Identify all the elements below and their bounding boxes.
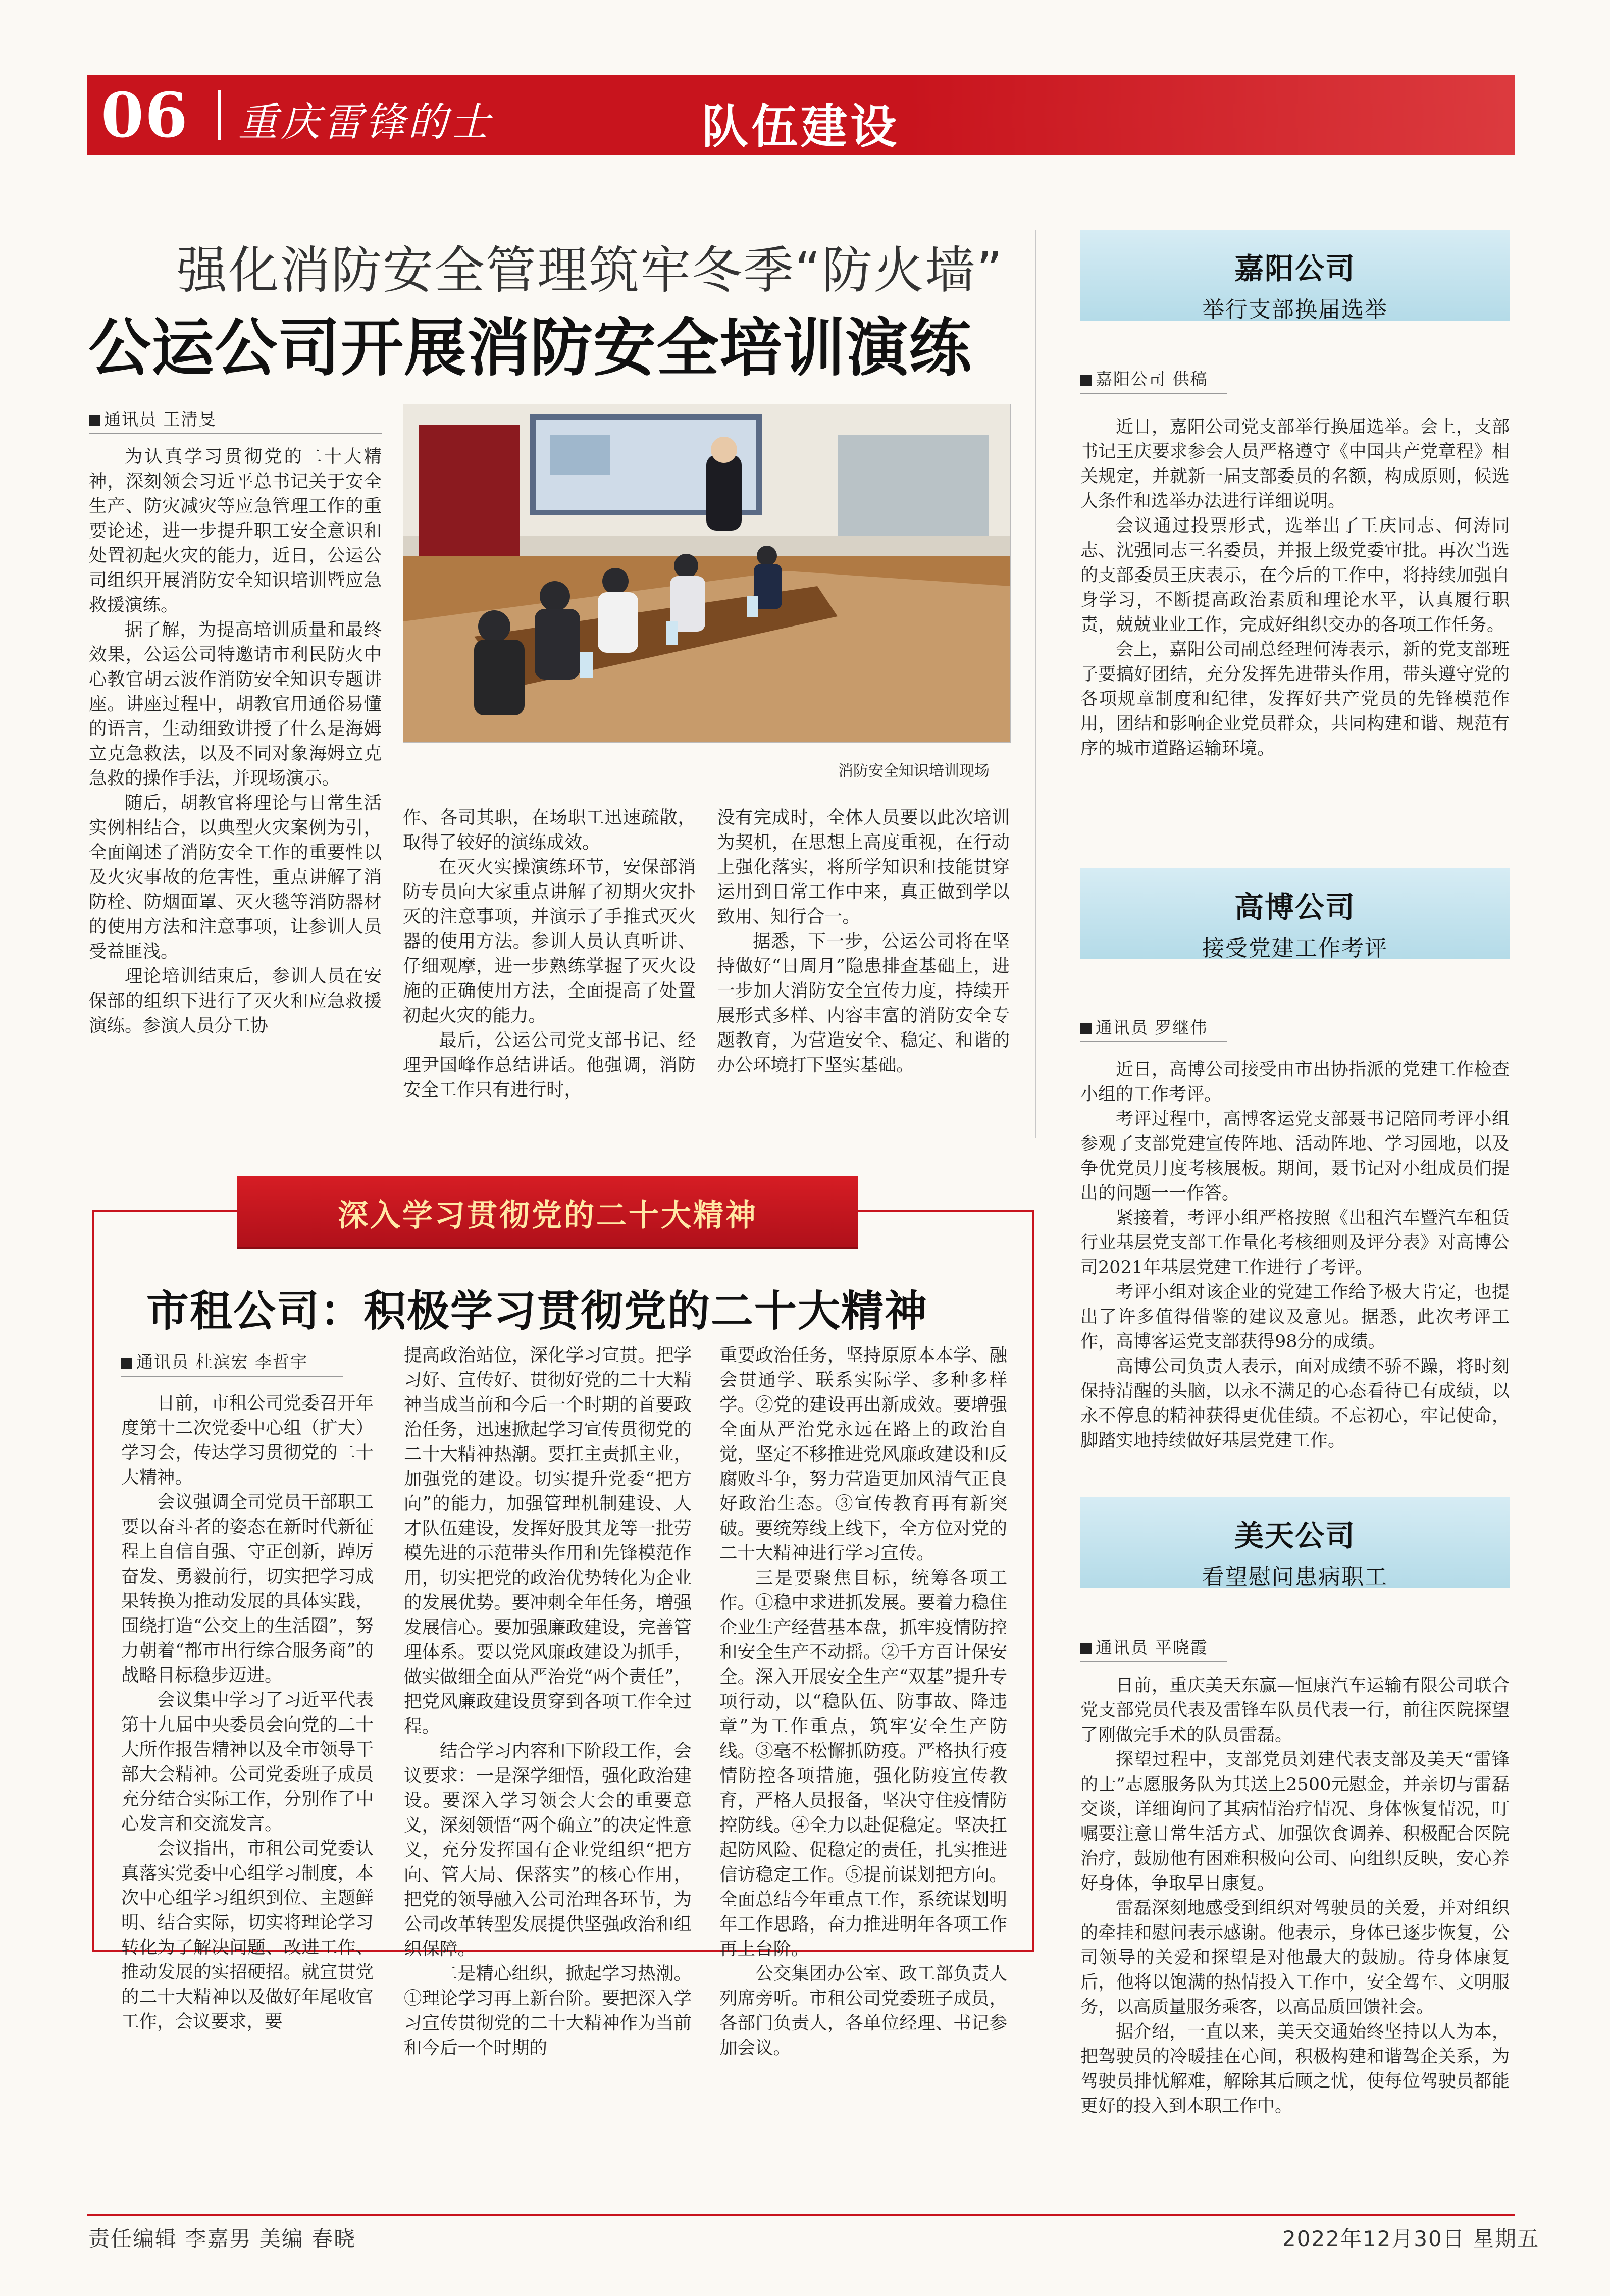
paragraph: 在灭火实操演练环节，安保部消防专员向大家重点讲解了初期火灾扑灭的注意事项，并演示了手推式灭火器的使用方法。参训人员认真听讲、仔细观摩，进一步熟练掌握了灭火设施的正确使用方法，全面提高了处置初起火灾的能力。 <box>403 857 696 1026</box>
paragraph: 理论培训结束后，参训人员在安保部的组织下进行了灭火和应急救援演练。参演人员分工协 <box>89 966 382 1036</box>
feature-column-1 <box>121 1391 374 2034</box>
side-article-gaobo <box>1080 1058 1510 1453</box>
side-article-meitian <box>1080 1674 1510 2119</box>
paragraph: 考评小组对该企业的党建工作给予极大肯定，也提出了许多值得借鉴的建议及意见。据悉，此次考评工作，高博客运党支部获得98分的成绩。 <box>1080 1282 1510 1352</box>
side-company: 美天公司 <box>1234 1519 1356 1553</box>
page-header <box>87 75 1515 155</box>
training-photo <box>403 404 1011 743</box>
paragraph: 二是精心组织，掀起学习热潮。①理论学习再上新台阶。要把深入学习宣传贯彻党的二十大精神作为当前和今后一个时期的 <box>404 1963 692 2058</box>
paragraph: 日前，重庆美天东赢—恒康汽车运输有限公司联合党支部党员代表及雷锋车队员代表一行，前往医院探望了刚做完手术的队员雷磊。 <box>1080 1676 1510 1745</box>
side-byline: 通讯员 平晓霞 <box>1080 1635 1227 1662</box>
side-company: 嘉阳公司 <box>1234 251 1356 286</box>
paragraph: 会议指出，市租公司党委认真落实党委中心组学习制度，本次中心组学习组织到位、主题鲜明、结合实际，切实将理论学习转化为了解决问题、改进工作、推动发展的实招硬招。就宣贯党的二十大精神以及做好年尾收官工作，会议要求，要 <box>121 1838 374 2032</box>
side-article-jiayang <box>1080 415 1510 761</box>
feature-column-2 <box>404 1343 692 2060</box>
footer-editors: 责任编辑 李嘉男 美编 春晓 <box>88 2226 356 2251</box>
side-byline: 通讯员 罗继伟 <box>1080 1015 1227 1042</box>
paragraph: 提高政治站位，深化学习宣贯。把学习好、宣传好、贯彻好党的二十大精神当成当前和今后一个时期的首要政治任务，迅速掀起学习宣传贯彻党的二十大精神热潮。要扛主责抓主业，加强党的建设。切实提升党委“把方向”的能力，加强管理机制建设、人才队伍建设，发挥好股其龙等一批劳模先进的示范带头作用和先锋模范作用，切实把党的政治优势转化为企业的发展优势。要冲刺全年任务，增强发展信心。要加强廉政建设，完善管理体系。要以党风廉政建设为抓手，做实做细全面从严治党“两个责任”，把党风廉政建设贯穿到各项工作全过程。 <box>404 1345 692 1737</box>
paragraph: 据悉，下一步，公运公司将在坚持做好“日周月”隐患排查基础上，进一步加大消防安全宣传力度，持续开展形式多样、内容丰富的消防安全专题教育，为营造安全、稳定、和谐的办公环境打下坚实基础。 <box>717 931 1010 1075</box>
footer-rule <box>87 2214 1515 2216</box>
article-subheading: 强化消防安全管理筑牢冬季“防火墙” <box>177 241 1004 300</box>
column-divider <box>1035 230 1036 1138</box>
side-title: 看望慰问患病职工 <box>1202 1564 1388 1590</box>
masthead-logo: 重庆雷锋的士 <box>238 100 493 145</box>
section-title: 队伍建设 <box>702 100 900 154</box>
paragraph: 作、各司其职，在场职工迅速疏散，取得了较好的演练成效。 <box>403 807 696 853</box>
article-column-1 <box>89 444 382 1038</box>
side-byline: 嘉阳公司 供稿 <box>1080 366 1227 394</box>
paragraph: 最后，公运公司党支部书记、经理尹国峰作总结讲话。他强调，消防安全工作只有进行时， <box>403 1030 696 1100</box>
article-headline: 公运公司开展消防安全培训演练 <box>88 312 972 385</box>
paragraph: 随后，胡教官将理论与日常生活实例相结合，以典型火灾案例为引，全面阐述了消防安全工作的重要性以及火灾事故的危害性，重点讲解了消防栓、防烟面罩、灭火毯等消防器材的使用方法和注意事项，让参训人员受益匪浅。 <box>89 793 382 962</box>
paragraph: 没有完成时，全体人员要以此次培训为契机，在思想上高度重视，在行动上强化落实，将所学知识和技能贯穿运用到日常工作中来，真正做到学以致用、知行合一。 <box>717 807 1010 927</box>
paragraph: 近日，高博公司接受由市出协指派的党建工作检查小组的工作考评。 <box>1080 1060 1510 1105</box>
photo-caption: 消防安全知识培训现场 <box>838 762 990 780</box>
article-column-2 <box>403 805 696 1102</box>
page-number: 06 <box>101 79 189 151</box>
paragraph: 为认真学习贯彻党的二十大精神，深刻领会习近平总书记关于安全生产、防灾减灾等应急管理工作的重要论述，进一步提升职工安全意识和处置初起火灾的能力，近日，公运公司组织开展消防安全知识培训暨应急救援演练。 <box>89 446 382 615</box>
side-company: 高博公司 <box>1234 890 1356 924</box>
paragraph: 重要政治任务，坚持原原本本学、融会贯通学、联系实际学、多种多样学。②党的建设再出新成效。要增强全面从严治党永远在路上的政治自觉，坚定不移推进党风廉政建设和反腐败斗争，努力营造更加风清气正良好政治生态。③宣传教育再有新突破。要统筹线上线下，全方位对党的二十大精神进行学习宣传。 <box>719 1345 1007 1563</box>
side-heading-meitian <box>1080 1497 1510 1588</box>
paragraph: 高博公司负责人表示，面对成绩不骄不躁，将时刻保持清醒的头脑，以永不满足的心态看待已有成绩，以永不停息的精神获得更优佳绩。不忘初心，牢记使命，脚踏实地持续做好基层党建工作。 <box>1080 1356 1510 1451</box>
paragraph: 会议强调全司党员干部职工要以奋斗者的姿态在新时代新征程上自信自强、守正创新，踔厉奋发、勇毅前行，切实把学习成果转换为推动发展的具体实践，围绕打造“公交上的生活圈”，努力朝着“都市出行综合服务商”的战略目标稳步迈进。 <box>121 1492 374 1686</box>
feature-headline: 市租公司：积极学习贯彻党的二十大精神 <box>146 1286 928 1336</box>
paragraph: 考评过程中，高博客运党支部聂书记陪同考评小组参观了支部党建宣传阵地、活动阵地、学习园地，以及争优党员月度考核展板。期间，聂书记对小组成员们提出的问题一一作答。 <box>1080 1109 1510 1204</box>
footer-date: 2022年12月30日 星期五 <box>1282 2226 1540 2251</box>
side-heading-gaobo <box>1080 868 1510 959</box>
paragraph: 会上，嘉阳公司副总经理何涛表示，新的党支部班子要搞好团结，充分发挥先进带头作用，带头遵守党的各项规章制度和纪律，发挥好共产党员的先锋模范作用，团结和影响企业党员群众，共同构建和谐、规范有序的城市道路运输环境。 <box>1080 640 1510 759</box>
paragraph: 结合学习内容和下阶段工作，会议要求：一是深学细悟，强化政治建设。要深入学习领会大会的重要意义，深刻领悟“两个确立”的决定性意义，充分发挥国有企业党组织“把方向、管大局、保落实”的核心作用，把党的领导融入公司治理各环节，为公司改革转型发展提供坚强政治和组织保障。 <box>404 1741 692 1959</box>
side-title: 举行支部换届选举 <box>1202 297 1388 323</box>
paragraph: 紧接着，考评小组严格按照《出租汽车暨汽车租赁行业基层党支部工作量化考核细则及评分表》对高博公司2021年基层党建工作进行了考评。 <box>1080 1208 1510 1278</box>
article-column-3 <box>717 805 1010 1077</box>
paragraph: 会议集中学习了习近平代表第十九届中央委员会向党的二十大所作报告精神以及全市领导干部大会精神。公司党委班子成员充分结合实际工作，分别作了中心发言和交流发言。 <box>121 1690 374 1834</box>
paragraph: 日前，市租公司党委召开年度第十二次党委中心组（扩大）学习会，传达学习贯彻党的二十大精神。 <box>121 1393 374 1488</box>
paragraph: 雷磊深刻地感受到组织对驾驶员的关爱，并对组织的牵挂和慰问表示感谢。他表示，身体已逐步恢复，公司领导的关爱和探望是对他最大的鼓励。待身体康复后，他将以饱满的热情投入工作中，安全驾车、文明服务，以高质量服务乘客，以高品质回馈社会。 <box>1080 1898 1510 2017</box>
paragraph: 探望过程中，支部党员刘建代表支部及美天“雷锋的士”志愿服务队为其送上2500元慰金，并亲切与雷磊交谈，详细询问了其病情治疗情况、身体恢复情况，叮嘱要注意日常生活方式、加强饮食调养、积极配合医院治疗，鼓励他有困难积极向公司、向组织反映，安心养好身体，争取早日康复。 <box>1080 1750 1510 1894</box>
feature-banner-text: 深入学习贯彻党的二十大精神 <box>338 1198 758 1233</box>
header-gradient <box>909 75 1515 155</box>
paragraph: 近日，嘉阳公司党支部举行换届选举。会上，支部书记王庆要求参会人员严格遵守《中国共产党章程》相关规定，并就新一届支部委员的名额，构成原则，候选人条件和选举办法进行详细说明。 <box>1080 417 1510 511</box>
header-divider <box>218 90 221 140</box>
paragraph: 据了解，为提高培训质量和最终效果，公运公司特邀请市利民防火中心教官胡云波作消防安全知识专题讲座。讲座过程中，胡教官用通俗易懂的语言，生动细致讲授了什么是海姆立克急救法，以及不同对象海姆立克急救的操作手法，并现场演示。 <box>89 619 382 789</box>
feature-banner <box>237 1176 858 1247</box>
paragraph: 公交集团办公室、政工部负责人列席旁听。市租公司党委班子成员，各部门负责人，各单位经理、书记参加会议。 <box>719 1963 1007 2058</box>
article-byline: 通讯员 王清旻 <box>89 406 382 434</box>
feature-column-3 <box>719 1343 1007 2060</box>
paragraph: 三是要聚焦目标，统筹各项工作。①稳中求进抓发展。要着力稳住企业生产经营基本盘，抓牢疫情防控和安全生产不动摇。②千方百计保安全。深入开展安全生产“双基”提升专项行动，以“稳队伍、防事故、降违章”为工作重点，筑牢安全生产防线。③毫不松懈抓防疫。严格执行疫情防控各项措施，强化防疫宣传教育，严格人员报备，坚决守住疫情防控防线。④全力以赴促稳定。坚决扛起防风险、促稳定的责任，扎实推进信访稳定工作。⑤提前谋划把方向。全面总结今年重点工作，系统谋划明年工作思路，奋力推进明年各项工作再上台阶。 <box>719 1568 1007 1959</box>
side-heading-jiayang <box>1080 230 1510 321</box>
feature-byline: 通讯员 杜滨宏 李哲宇 <box>121 1349 343 1377</box>
paragraph: 据介绍，一直以来，美天交通始终坚持以人为本，把驾驶员的冷暖挂在心间，积极构建和谐驾企关系，为驾驶员排忧解难，解除其后顾之忧，使每位驾驶员都能更好的投入到本职工作中。 <box>1080 2022 1510 2116</box>
side-title: 接受党建工作考评 <box>1202 935 1388 961</box>
paragraph: 会议通过投票形式，选举出了王庆同志、何涛同志、沈强同志三名委员，并报上级党委审批。再次当选的支部委员王庆表示，在今后的工作中，将持续加强自身学习，不断提高政治素质和理论水平，认真履行职责，兢兢业业工作，完成好组织交办的各项工作任务。 <box>1080 516 1510 635</box>
